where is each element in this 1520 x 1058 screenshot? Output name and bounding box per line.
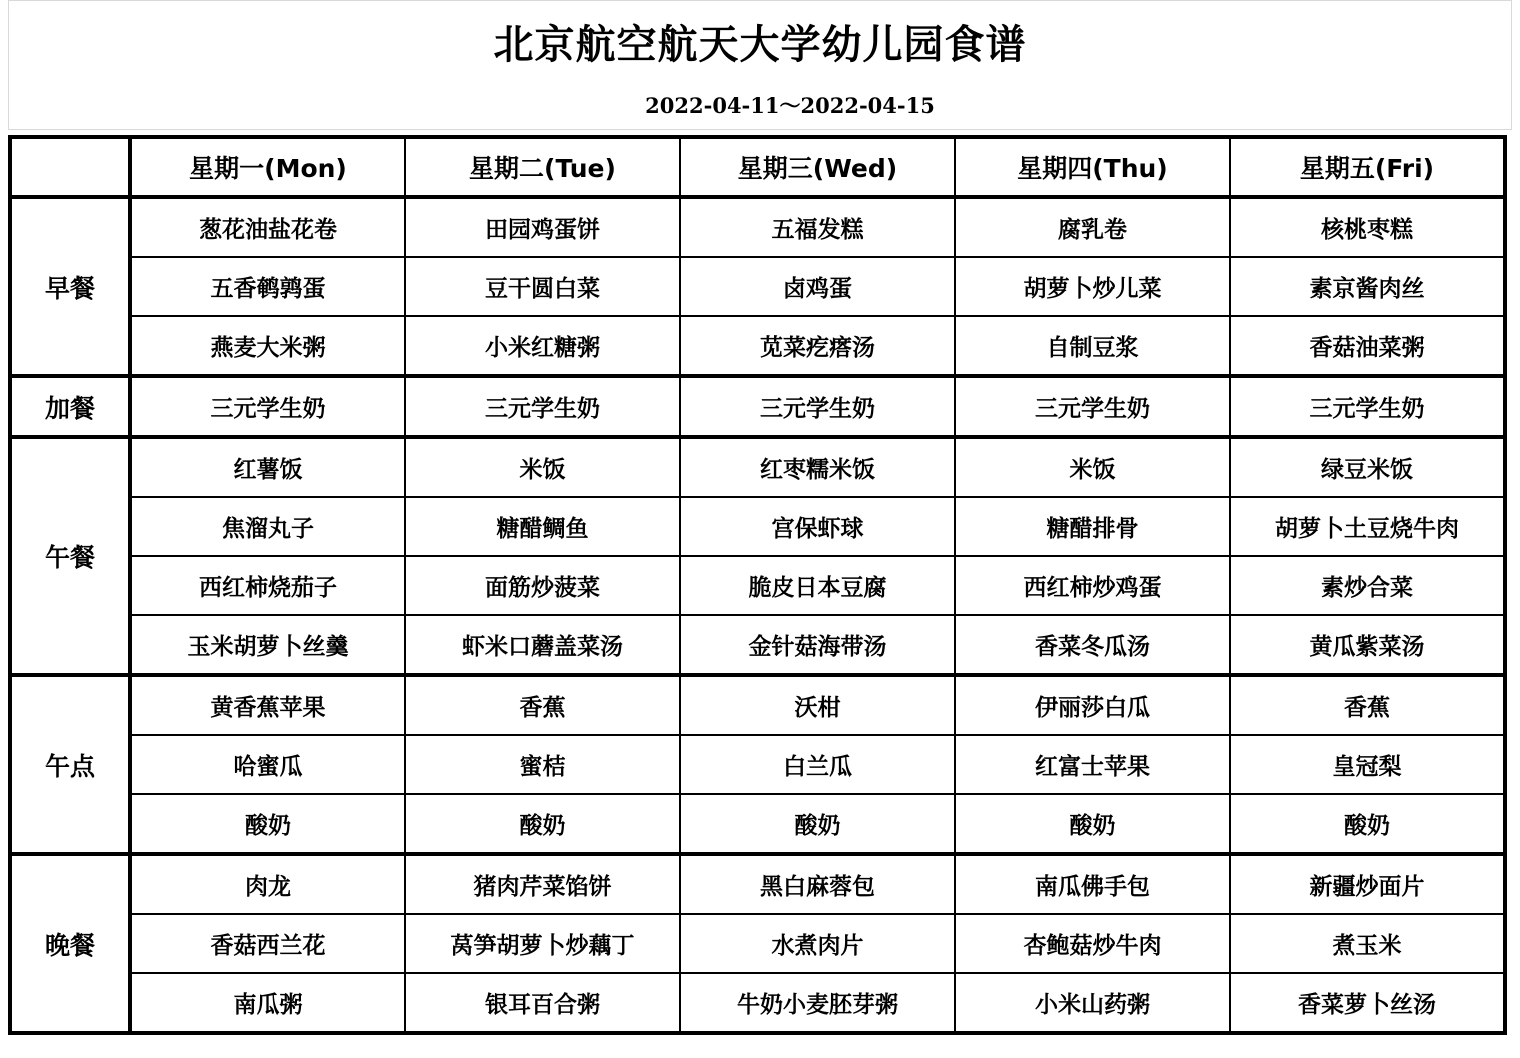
- menu-row: [10, 914, 1505, 973]
- menu-item-cell: 卤鸡蛋: [680, 257, 955, 316]
- menu-item-cell: 五福发糕: [680, 197, 955, 257]
- menu-item-cell: 酸奶: [955, 794, 1230, 854]
- menu-row: [10, 316, 1505, 376]
- menu-item-cell: 红枣糯米饭: [680, 437, 955, 497]
- menu-item-cell: 香菇西兰花: [130, 914, 405, 973]
- table-header-row: [10, 137, 1505, 197]
- menu-item-cell: 酸奶: [1230, 794, 1505, 854]
- menu-item-cell: 田园鸡蛋饼: [405, 197, 680, 257]
- meal-label-1: 早餐: [10, 197, 130, 376]
- day-header-1: 星期一(Mon): [130, 137, 405, 197]
- menu-item-cell: 糖醋鲷鱼: [405, 497, 680, 556]
- menu-item-cell: 黄香蕉苹果: [130, 675, 405, 735]
- menu-item-cell: 哈蜜瓜: [130, 735, 405, 794]
- menu-row: [10, 437, 1505, 497]
- menu-item-cell: 杏鲍菇炒牛肉: [955, 914, 1230, 973]
- meal-label-2: 加餐: [10, 376, 130, 437]
- menu-item-cell: 腐乳卷: [955, 197, 1230, 257]
- menu-item-cell: 西红柿烧茄子: [130, 556, 405, 615]
- menu-row: [10, 376, 1505, 437]
- menu-row: [10, 735, 1505, 794]
- menu-item-cell: 玉米胡萝卜丝羹: [130, 615, 405, 675]
- menu-item-cell: 沃柑: [680, 675, 955, 735]
- meal-label-5: 晚餐: [10, 854, 130, 1033]
- day-header-2: 星期二(Tue): [405, 137, 680, 197]
- menu-item-cell: 面筋炒菠菜: [405, 556, 680, 615]
- menu-item-cell: 香菜萝卜丝汤: [1230, 973, 1505, 1033]
- menu-row: [10, 197, 1505, 257]
- menu-item-cell: 胡萝卜土豆烧牛肉: [1230, 497, 1505, 556]
- menu-item-cell: 黑白麻蓉包: [680, 854, 955, 914]
- menu-item-cell: 煮玉米: [1230, 914, 1505, 973]
- menu-item-cell: 绿豆米饭: [1230, 437, 1505, 497]
- menu-item-cell: 胡萝卜炒儿菜: [955, 257, 1230, 316]
- menu-item-cell: 水煮肉片: [680, 914, 955, 973]
- menu-item-cell: 白兰瓜: [680, 735, 955, 794]
- menu-item-cell: 莴笋胡萝卜炒藕丁: [405, 914, 680, 973]
- menu-item-cell: 猪肉芹菜馅饼: [405, 854, 680, 914]
- menu-item-cell: 三元学生奶: [955, 376, 1230, 437]
- menu-item-cell: 三元学生奶: [680, 376, 955, 437]
- menu-item-cell: 豆干圆白菜: [405, 257, 680, 316]
- menu-item-cell: 金针菇海带汤: [680, 615, 955, 675]
- menu-item-cell: 银耳百合粥: [405, 973, 680, 1033]
- menu-item-cell: 五香鹌鹑蛋: [130, 257, 405, 316]
- menu-row: [10, 854, 1505, 914]
- menu-item-cell: 脆皮日本豆腐: [680, 556, 955, 615]
- menu-item-cell: 虾米口蘑盖菜汤: [405, 615, 680, 675]
- menu-item-cell: 酸奶: [130, 794, 405, 854]
- menu-item-cell: 焦溜丸子: [130, 497, 405, 556]
- menu-item-cell: 苋菜疙瘩汤: [680, 316, 955, 376]
- page-title: 北京航空航天大学幼儿园食谱: [493, 20, 1027, 68]
- menu-item-cell: 皇冠梨: [1230, 735, 1505, 794]
- menu-item-cell: 香蕉: [405, 675, 680, 735]
- menu-item-cell: 香菜冬瓜汤: [955, 615, 1230, 675]
- table-corner-cell: [10, 137, 130, 197]
- menu-item-cell: 葱花油盐花卷: [130, 197, 405, 257]
- menu-item-cell: 红富士苹果: [955, 735, 1230, 794]
- menu-row: [10, 257, 1505, 316]
- menu-item-cell: 南瓜佛手包: [955, 854, 1230, 914]
- weekly-menu-table: [8, 135, 1507, 1035]
- menu-item-cell: 红薯饭: [130, 437, 405, 497]
- menu-item-cell: 核桃枣糕: [1230, 197, 1505, 257]
- menu-item-cell: 酸奶: [405, 794, 680, 854]
- menu-item-cell: 宫保虾球: [680, 497, 955, 556]
- menu-item-cell: 三元学生奶: [130, 376, 405, 437]
- menu-item-cell: 酸奶: [680, 794, 955, 854]
- menu-row: [10, 556, 1505, 615]
- date-range: 2022-04-11～2022-04-15: [645, 93, 935, 118]
- menu-row: [10, 794, 1505, 854]
- menu-row: [10, 675, 1505, 735]
- menu-row: [10, 497, 1505, 556]
- menu-item-cell: 米饭: [955, 437, 1230, 497]
- menu-item-cell: 香蕉: [1230, 675, 1505, 735]
- day-header-3: 星期三(Wed): [680, 137, 955, 197]
- date-band: [8, 81, 1512, 130]
- menu-item-cell: 肉龙: [130, 854, 405, 914]
- menu-item-cell: 南瓜粥: [130, 973, 405, 1033]
- menu-item-cell: 米饭: [405, 437, 680, 497]
- menu-item-cell: 伊丽莎白瓜: [955, 675, 1230, 735]
- menu-item-cell: 牛奶小麦胚芽粥: [680, 973, 955, 1033]
- meal-label-4: 午点: [10, 675, 130, 854]
- menu-row: [10, 615, 1505, 675]
- day-header-5: 星期五(Fri): [1230, 137, 1505, 197]
- menu-row: [10, 973, 1505, 1033]
- menu-item-cell: 素京酱肉丝: [1230, 257, 1505, 316]
- title-band: [8, 0, 1512, 81]
- menu-item-cell: 自制豆浆: [955, 316, 1230, 376]
- day-header-4: 星期四(Thu): [955, 137, 1230, 197]
- menu-item-cell: 燕麦大米粥: [130, 316, 405, 376]
- menu-item-cell: 糖醋排骨: [955, 497, 1230, 556]
- menu-item-cell: 三元学生奶: [405, 376, 680, 437]
- menu-item-cell: 蜜桔: [405, 735, 680, 794]
- meal-label-3: 午餐: [10, 437, 130, 675]
- menu-item-cell: 小米山药粥: [955, 973, 1230, 1033]
- menu-item-cell: 素炒合菜: [1230, 556, 1505, 615]
- menu-item-cell: 三元学生奶: [1230, 376, 1505, 437]
- menu-item-cell: 黄瓜紫菜汤: [1230, 615, 1505, 675]
- menu-item-cell: 小米红糖粥: [405, 316, 680, 376]
- menu-item-cell: 西红柿炒鸡蛋: [955, 556, 1230, 615]
- menu-item-cell: 新疆炒面片: [1230, 854, 1505, 914]
- menu-item-cell: 香菇油菜粥: [1230, 316, 1505, 376]
